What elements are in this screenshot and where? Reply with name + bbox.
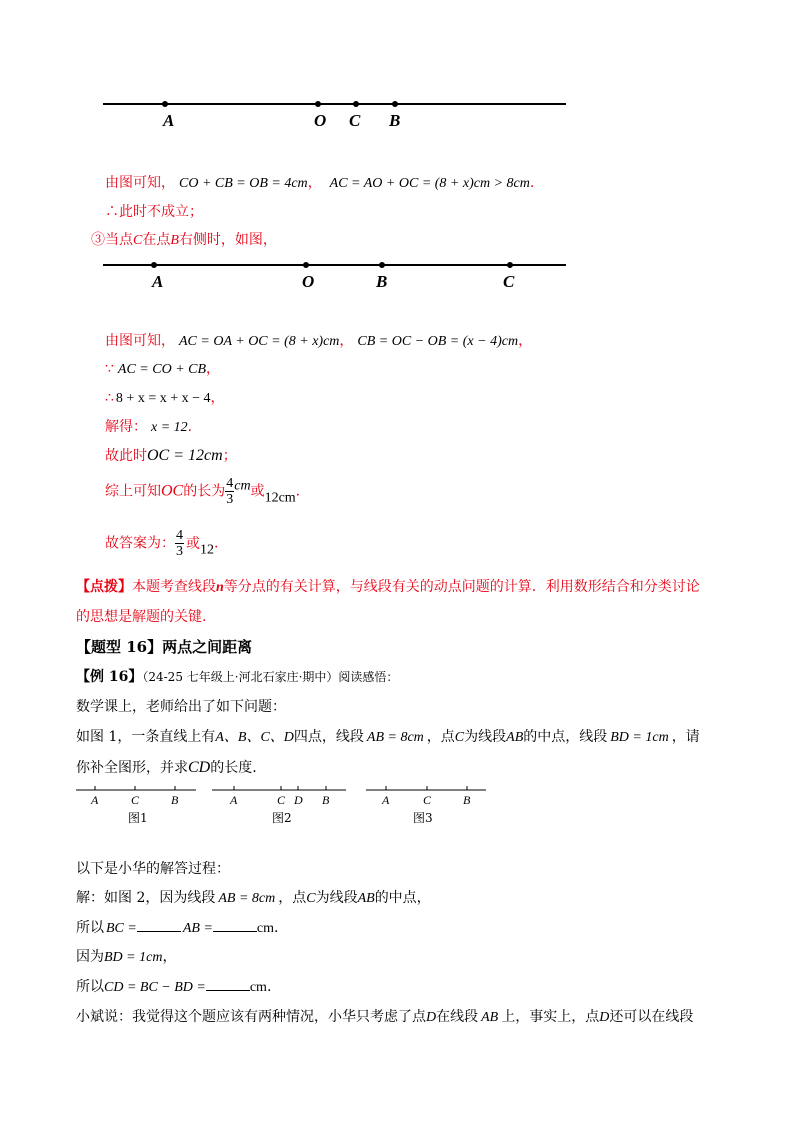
point-c-dot (353, 101, 359, 107)
label-a: A (163, 111, 175, 130)
fig1-label-a: A (91, 793, 99, 807)
paragraph-7: 因为BD = 1cm， (76, 949, 177, 965)
fig2-label-b: B (322, 793, 330, 807)
fraction-4-3: $\frac{4}{3}$ (226, 476, 234, 507)
label-o-2: O (302, 272, 315, 291)
fig3-label-a: A (382, 793, 390, 807)
paragraph-4: 以下是小华的解答过程： (76, 861, 230, 877)
fig2-label-d: D (294, 793, 303, 807)
fig2-label-a: A (230, 793, 238, 807)
paragraph-2: 如图 1，一条直线上有A、B、C、D四点，线段 AB = 8cm ，点C为线段AB的中点，线段 BD = 1cm ，请 (76, 729, 700, 745)
blank-2 (213, 919, 257, 932)
fig3-caption: 图3 (413, 811, 433, 825)
answer-line: 故答案为： $\frac{4}{3}$ 或12. (105, 528, 219, 559)
solution-line-6: ∴ 8 + x = x + x − 4， (105, 390, 225, 406)
paragraph-9: 小斌说：我觉得这个题应该有两种情况，小华只考虑了点D在线段 AB 上，事实上，点D还可以在线段 (76, 1009, 694, 1025)
point-o-dot (315, 101, 321, 107)
point-a-dot (162, 101, 168, 107)
label-c: C (349, 111, 361, 130)
blank-3 (206, 978, 250, 991)
conclusion-line: 综上可知OC的长为 $\frac{4}{3}$ cm或12cm. (105, 476, 301, 507)
fig2-label-c: C (277, 793, 286, 807)
solution-line-7: 解得： x = 12. (105, 419, 193, 435)
fig1-label-c: C (131, 793, 140, 807)
answer-fraction: $\frac{4}{3}$ (176, 528, 183, 559)
solution-line-4: 由图可知， AC = OA + OC = (8 + x)cm， CB = OC − OB = (x − 4)cm， (105, 333, 533, 349)
point-a-dot-2 (151, 262, 157, 268)
label-a-2: A (152, 272, 164, 291)
case-3-line: ③当点C在点B右侧时，如图， (91, 232, 277, 248)
paragraph-8: 所以CD = BC − BD = cm. (76, 979, 272, 995)
fig1-caption: 图1 (128, 811, 148, 825)
paragraph-3: 你补全图形，并求CD的长度. (76, 759, 257, 776)
fig1-label-b: B (171, 793, 179, 807)
paragraph-5: 解：如图 2，因为线段 AB = 8cm ，点C为线段AB的中点， (76, 890, 431, 906)
paragraph-1: 数学课上，老师给出了如下问题： (76, 699, 286, 715)
paragraph-6: 所以 BC = AB = cm. (76, 920, 279, 936)
fig3-label-b: B (463, 793, 471, 807)
label-b-2: B (376, 272, 388, 291)
label-c-2: C (503, 272, 515, 291)
point-c-dot-2 (507, 262, 513, 268)
example-header: 【例 16】（24-25 七年级上·河北石家庄·期中）阅读感悟： (76, 669, 399, 685)
point-b-dot-2 (379, 262, 385, 268)
label-o: O (314, 111, 327, 130)
section-heading: 【题型 16】两点之间距离 (76, 638, 253, 656)
blank-1 (137, 919, 181, 932)
fig2-caption: 图2 (272, 811, 292, 825)
fig3-label-c: C (423, 793, 432, 807)
point-o-dot-2 (303, 262, 309, 268)
solution-line-1: 由图可知， CO + CB = OB = 4cm， AC = AO + OC = (8 + x)cm > 8cm. (105, 175, 535, 191)
tip-line-1: 【点拨】本题考查线段n等分点的有关计算，与线段有关的动点问题的计算．利用数形结合和分类讨论 (76, 579, 700, 595)
solution-line-2: ∴此时不成立； (105, 204, 203, 220)
tip-line-2: 的思想是解题的关键. (76, 609, 207, 625)
solution-line-5: ∵ AC = CO + CB， (105, 361, 221, 377)
point-b-dot (392, 101, 398, 107)
solution-line-8: 故此时OC = 12cm； (105, 447, 237, 464)
label-b: B (389, 111, 401, 130)
